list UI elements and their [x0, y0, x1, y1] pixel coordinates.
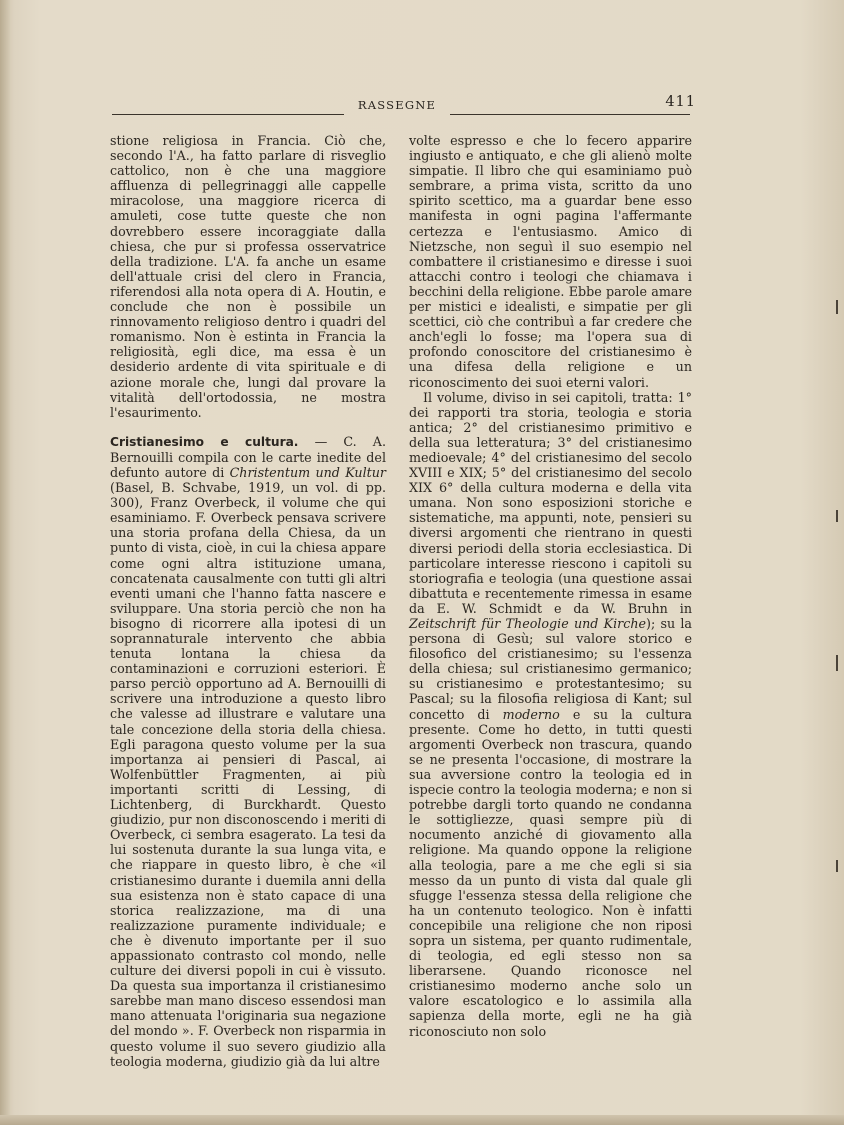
edge-mark — [836, 510, 838, 522]
right-paragraph-2-text-a: Il volume, diviso in sei capitoli, tratta: 1° dei rapporti tra storia, teologia e storia antica; 2° del cristianesimo primitivo e della sua letteratura; 3° del cristianesimo medioevale; 4° del cristianesimo del secolo XVIII e XIX; 5° del cristianesimo del secolo XIX 6° della cultura moderna e della vita umana. Non sono esposizioni storiche e sistematiche, ma appunti, note, pensieri su diversi argomenti che rientrano in questi diversi periodi della storia ecclesiastica. Di particolare interesse riescono i capitoli su storiografia e teologia (una questione assai dibattuta e recentemente rimessa in esame da E. W. Schmidt e da W. Bruhn in — [409, 389, 692, 616]
edge-mark — [836, 300, 838, 314]
left-column — [110, 133, 386, 1069]
header-rule-left — [112, 114, 344, 115]
left-paragraph-1: stione religiosa in Francia. Ciò che, secondo l'A., ha fatto parlare di risveglio cattolico, non è che una maggiore affluenza di pellegrinaggi alle cappelle miracolose, una maggiore ricerca di amuleti, cose tutte queste che non dovrebbero essere incoraggiate dalla chiesa, che pur si professa osservatrice della tradizione. L'A. fa anche un esame dell'attuale crisi del clero in Francia, riferendosi alla nota opera di A. Houtin, e conclude che non è possibile un rinnovamento religioso dentro i quadri del romanismo. Non è estinta in Francia la religiosità, egli dice, ma essa è un desiderio ardente di vita spirituale e di azione morale che, lungi dal provare la vitalità dell'ortodossia, ne mostra l'esaurimento. — [110, 133, 386, 420]
binding-spine — [0, 0, 10, 1125]
left-paragraph-2-text-a: — C. A. Bernouilli compila con le carte inedite del defunto autore di — [110, 433, 386, 480]
book-title: Christentum und Kultur — [229, 464, 386, 480]
right-paragraph-2 — [409, 390, 692, 1039]
edge-mark — [836, 860, 838, 872]
right-paragraph-2-text-b: ); su la persona di Gesù; sul valore storico e filosofico del cristianesimo; su l'essenza della chiesa; sul cristianesimo germanico; su cristianesimo e protestantesimo; su Pascal; su la filosofia religiosa di Kant; sul concetto di — [409, 616, 692, 722]
left-paragraph-2-text-b: (Basel, B. Schvabe, 1919, un vol. di pp. 300), Franz Overbeck, il volume che qui esaminiamo. F. Overbeck pensava scrivere una storia profana della Chiesa, da un punto di vista, cioè, in cui la chiesa appare come ogni altra istituzione umana, concatenata causalmente con tutti gli altri eventi umani che l'hanno fatta nascere e sviluppare. Una storia perciò che non ha bisogno di ricorrere alla ipotesi di un soprannaturale intervento che abbia tenuta lontana la chiesa da contaminazioni e corruzioni esteriori. È parso perciò opportuno ad A. Bernouilli di scrivere una introduzione a questo libro che valesse ad illustrare e valutare una tale concezione della storia della chiesa. Egli paragona questo volume per la sua importanza ai pensieri di Pascal, ai Wolfenbüttler Fragmenten, ai più importanti scritti di Lessing, di Lichtenberg, di Burckhardt. Questo giudizio, pur non disconoscendo i meriti di Overbeck, ci sembra esagerato. La tesi da lui sostenuta durante la sua lunga vita, e che riappare in questo libro, è che «il cristianesimo durante i duemila anni della sua esistenza non è stato capace di una storica realizzazione, ma di una realizzazione puramente individuale; e che è divenuto importante per il suo appassionato contrasto col mondo, nelle culture dei diversi popoli in cui è vissuto. Da questa sua importanza il cristianesimo sarebbe man mano disceso essendosi man mano attenuata l'originaria sua negazione del mondo ». F. Overbeck non risparmia in questo volume il suo severo giudizio alla teologia moderna, giudizio già da lui altre — [110, 480, 386, 1069]
section-heading: Cristianesimo e cultura. — [110, 434, 299, 449]
running-header — [112, 94, 696, 116]
edge-mark — [836, 655, 838, 671]
header-rule-right — [450, 114, 690, 115]
left-paragraph-2 — [110, 434, 386, 1069]
page-bottom-edge — [0, 1115, 844, 1125]
page-number: 411 — [665, 94, 696, 110]
right-column — [409, 133, 692, 1039]
right-paragraph-2-text-c: e su la cultura presente. Come ho detto, in tutti questi argomenti Overbeck non trascura, quando se ne presenta l'occasione, di mostrare la sua avversione contro la teologia ed in ispecie contro la teologia moderna; e non si potrebbe dargli torto quando ne condanna le sottigliezze, quasi sempre più di nocumento anziché di giovamento alla religione. Ma quando oppone la religione alla teologia, pare a me che egli si sia messo da un punto di vista dal quale gli sfugge l'essenza stessa della religione che ha un contenuto teologico. Non è infatti concepibile una religione che non riposi sopra un sistema, per quanto rudimentale, di teologia, ed egli stesso non sa liberarsene. Quando riconosce nel cristianesimo moderno anche solo un valore escatologico e lo assimila alla sapienza della morte, egli ne ha già riconosciuto non solo — [409, 706, 692, 1039]
running-title: RASSEGNE — [357, 98, 437, 112]
right-paragraph-1: volte espresso e che lo fecero apparire ingiusto e antiquato, e che gli alienò molte simpatie. Il libro che qui esaminiamo può sembrare, a prima vista, scritto da uno spirito scettico, ma a guardar bene esso manifesta in ogni pagina l'affermante certezza e l'entusiasmo. Amico di Nietzsche, non seguì il suo esempio nel combattere il cristianesimo e diresse i suoi attacchi contro i teologi che chiamava i becchini della religione. Ebbe parole amare per mistici e idealisti, e simpatie per gli scettici, ciò che contribuì a far credere che anch'egli lo fosse; ma l'opera sua di profondo conoscitore del cristianesimo è una difesa della religione e un riconoscimento dei suoi eterni valori. — [409, 133, 692, 390]
journal-title: Zeitschrift für Theologie und Kirche — [409, 616, 647, 631]
italic-moderno: moderno — [502, 706, 560, 722]
